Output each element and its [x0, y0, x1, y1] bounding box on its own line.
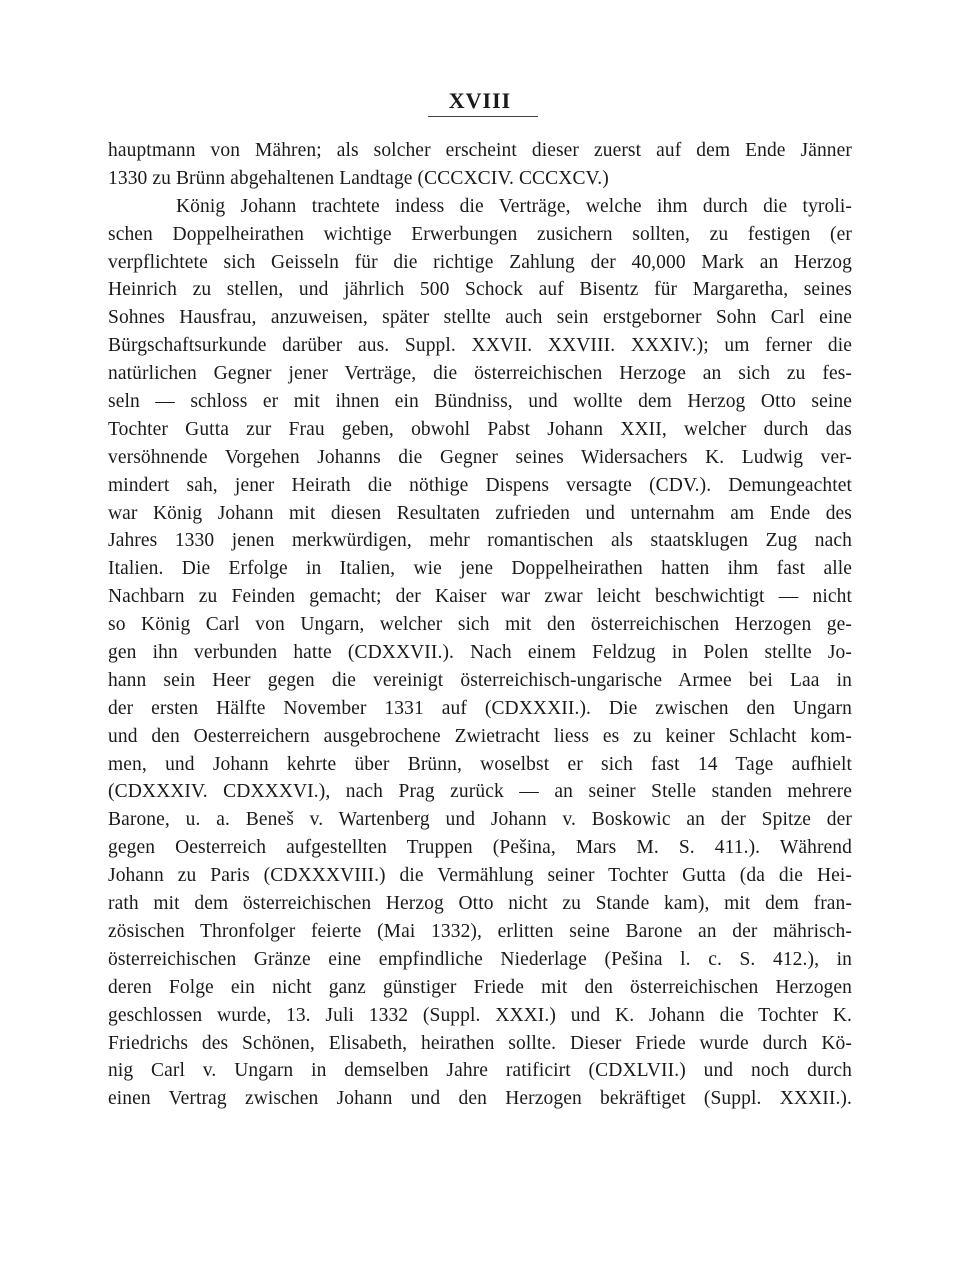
text-line: hauptmann von Mähren; als solcher erscheint dieser zuerst auf dem Ende Jänner [108, 140, 852, 161]
text-line: Sohnes Hausfrau, anzuweisen, später stellte auch sein erstgeborner Sohn Carl eine [108, 307, 852, 329]
text-line: Bürgschaftsurkunde darüber aus. Suppl. XXVII. XXVIII. XXXIV.); um ferner die [108, 335, 852, 357]
text-line: hann sein Heer gegen die vereinigt österreichisch-ungarische Armee bei Laa in [108, 669, 852, 691]
text-line: (CDXXXIV. CDXXXVI.), nach Prag zurück — an seiner Stelle standen mehrere [108, 781, 852, 803]
body-text [108, 137, 852, 1113]
text-line: gen ihn verbunden hatte (CDXXVII.). Nach einem Feldzug in Polen stellte Jo- [108, 642, 852, 664]
text-line: Italien. Die Erfolge in Italien, wie jene Doppelheirathen hatten ihm fast alle [108, 558, 852, 580]
text-line: so König Carl von Ungarn, welcher sich mit den österreichischen Herzogen ge- [108, 614, 852, 636]
text-line: deren Folge ein nicht ganz günstiger Friede mit den österreichischen Herzogen [108, 976, 852, 998]
text-line: seln — schloss er mit ihnen ein Bündniss, und wollte dem Herzog Otto seine [108, 391, 852, 413]
text-line: Tochter Gutta zur Frau geben, obwohl Pabst Johann XXII, welcher durch das [108, 418, 852, 440]
text-line: 1330 zu Brünn abgehaltenen Landtage (CCCXCIV. CCCXCV.) [108, 167, 609, 189]
text-line: mindert sah, jener Heirath die nöthige Dispens versagte (CDV.). Demungeachtet [108, 474, 852, 496]
text-line: Heinrich zu stellen, und jährlich 500 Schock auf Bisentz für Margaretha, seines [108, 279, 852, 301]
text-line: verpflichtete sich Geisseln für die richtige Zahlung der 40,000 Mark an Herzog [108, 251, 852, 273]
text-line: rath mit dem österreichischen Herzog Otto nicht zu Stande kam), mit dem fran- [108, 893, 852, 915]
text-line: einen Vertrag zwischen Johann und den Herzogen bekräftiget (Suppl. XXXII.). [108, 1088, 852, 1110]
text-line: der ersten Hälfte November 1331 auf (CDXXXII.). Die zwischen den Ungarn [108, 697, 852, 719]
text-line: versöhnende Vorgehen Johanns die Gegner seines Widersachers K. Ludwig ver- [108, 446, 852, 468]
text-line: zösischen Thronfolger feierte (Mai 1332), erlitten seine Barone an der mährisch- [108, 920, 852, 942]
text-line: Johann zu Paris (CDXXXVIII.) die Vermählung seiner Tochter Gutta (da die Hei- [108, 865, 852, 887]
paragraph-start-line: König Johann trachtete indess die Verträge, welche ihm durch die tyroli- [176, 195, 852, 217]
header-rule [428, 116, 538, 117]
text-line: men, und Johann kehrte über Brünn, woselbst er sich fast 14 Tage aufhielt [108, 753, 852, 775]
text-line: Friedrichs des Schönen, Elisabeth, heirathen sollte. Dieser Friede wurde durch Kö- [108, 1032, 852, 1054]
text-line: Jahres 1330 jenen merkwürdigen, mehr romantischen als staatsklugen Zug nach [108, 530, 852, 552]
text-line: geschlossen wurde, 13. Juli 1332 (Suppl. XXXI.) und K. Johann die Tochter K. [108, 1004, 852, 1026]
text-line: natürlichen Gegner jener Verträge, die österreichischen Herzoge an sich zu fes- [108, 363, 852, 385]
text-line: österreichischen Gränze eine empfindliche Niederlage (Pešina l. c. S. 412.), in [108, 948, 852, 970]
text-line: schen Doppelheirathen wichtige Erwerbungen zusichern sollten, zu festigen (er [108, 223, 852, 245]
page-number: XVIII [448, 88, 512, 113]
text-line: war König Johann mit diesen Resultaten zufrieden und unternahm am Ende des [108, 502, 852, 524]
text-line: gegen Oesterreich aufgestellten Truppen (Pešina, Mars M. S. 411.). Während [108, 837, 852, 859]
text-line: nig Carl v. Ungarn in demselben Jahre ratificirt (CDXLVII.) und noch durch [108, 1060, 852, 1082]
text-line: Nachbarn zu Feinden gemacht; der Kaiser war zwar leicht beschwichtigt — nicht [108, 586, 852, 608]
text-line: Barone, u. a. Beneš v. Wartenberg und Johann v. Boskowic an der Spitze der [108, 809, 852, 831]
text-line: und den Oesterreichern ausgebrochene Zwietracht liess es zu keiner Schlacht kom- [108, 725, 852, 747]
